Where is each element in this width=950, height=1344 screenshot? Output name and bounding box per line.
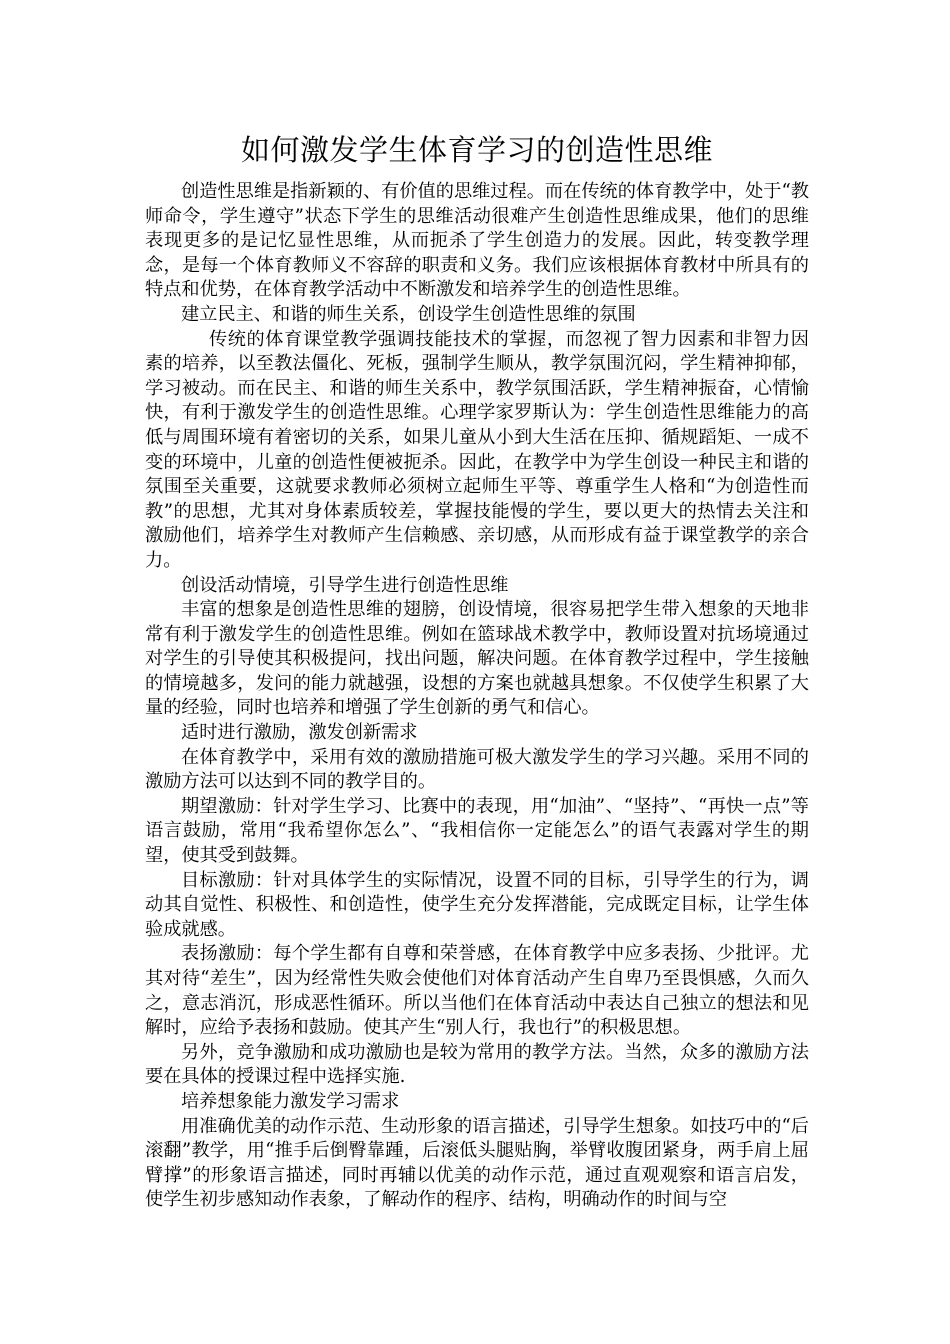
- paragraph-other-encouragement: 另外，竞争激励和成功激励也是较为常用的教学方法。当然，众多的激励方法要在具体的授课过程中选择实施.: [145, 1041, 809, 1088]
- paragraph-traditional-teaching: 传统的体育课堂教学强调技能技术的掌握，而忽视了智力因素和非智力因素的培养，以至教法僵化、死板，强制学生顺从，教学氛围沉闷，学生精神抑郁，学习被动。而在民主、和谐的师生关系中，教学氛围活跃，学生精神振奋，心情愉快，有利于激发学生的创造性思维。心理学家罗斯认为：学生创造性思维能力的高低与周围环境有着密切的关系，如果儿童从小到大生活在压抑、循规蹈矩、一成不变的环境中，儿童的创造性便被扼杀。因此，在教学中为学生创设一种民主和谐的氛围至关重要，这就要求教师必须树立起师生平等、尊重学生人格和“为创造性而教”的思想，尤其对身体素质较差，掌握技能慢的学生，要以更大的热情去关注和激励他们，培养学生对教师产生信赖感、亲切感，从而形成有益于课堂教学的亲合力。: [145, 328, 809, 571]
- document-title: 如何激发学生体育学习的创造性思维: [240, 133, 713, 167]
- paragraph-expectation-encouragement: 期望激励：针对学生学习、比赛中的表现，用“加油”、“坚持”、“再快一点”等语言鼓励，常用“我希望你怎么”、“我相信你一定能怎么”的语气表露对学生的期望，使其受到鼓舞。: [145, 795, 809, 867]
- paragraph-imagination: 丰富的想象是创造性思维的翅膀，创设情境，很容易把学生带入想象的天地非常有利于激发学生的创造性思维。例如在篮球战术教学中，教师设置对抗场境通过对学生的引导使其积极提问，找出问题，解决问题。在体育教学过程中，学生接触的情境越多，发问的能力就越强，设想的方案也就越具想象。不仅使学生积累了大量的经验，同时也培养和增强了学生创新的勇气和信心。: [145, 599, 809, 719]
- section-heading-timely-encouragement: 适时进行激励，激发创新需求: [181, 722, 418, 744]
- section-heading-imagination-ability: 培养想象能力激发学习需求: [181, 1090, 400, 1112]
- section-heading-activity-situation: 创设活动情境，引导学生进行创造性思维: [181, 574, 509, 596]
- paragraph-encouragement-methods: 在体育教学中，采用有效的激励措施可极大激发学生的学习兴趣。采用不同的激励方法可以达到不同的教学目的。: [145, 746, 809, 793]
- paragraph-praise-encouragement: 表扬激励：每个学生都有自尊和荣誉感，在体育教学中应多表扬、少批评。尤其对待“差生”，因为经常性失败会使他们对体育活动产生自卑乃至畏惧感，久而久之，意志消沉，形成恶性循环。所以当他们在体育活动中表达自己独立的想法和见解时，应给予表扬和鼓励。使其产生“别人行，我也行”的积极思想。: [145, 943, 809, 1039]
- section-heading-teacher-student-relationship: 建立民主、和谐的师生关系，创设学生创造性思维的氛围: [181, 303, 636, 325]
- paragraph-intro: 创造性思维是指新颖的、有价值的思维过程。而在传统的体育教学中，处于“教师命令，学生遵守”状态下学生的思维活动很难产生创造性思维成果，他们的思维表现更多的是记忆显性思维，从而扼杀了学生创造力的发展。因此，转变教学理念，是每一个体育教师义不容辞的职责和义务。我们应该根据体育教材中所具有的特点和优势，在体育教学活动中不断激发和培养学生的创造性思维。: [145, 181, 809, 301]
- paragraph-demonstration: 用准确优美的动作示范、生动形象的语言描述，引导学生想象。如技巧中的“后滚翻”教学，用“推手后倒臀靠踵，后滚低头腿贴胸，举臂收腹团紧身，两手肩上屈臂撑”的形象语言描述，同时再辅以优美的动作示范，通过直观观察和语言启发，使学生初步感知动作表象，了解动作的程序、结构，明确动作的时间与空: [145, 1115, 809, 1211]
- paragraph-goal-encouragement: 目标激励：针对具体学生的实际情况，设置不同的目标，引导学生的行为，调动其自觉性、积极性、和创造性，使学生充分发挥潜能，完成既定目标，让学生体验成就感。: [145, 869, 809, 940]
- document-page: [145, 128, 809, 1213]
